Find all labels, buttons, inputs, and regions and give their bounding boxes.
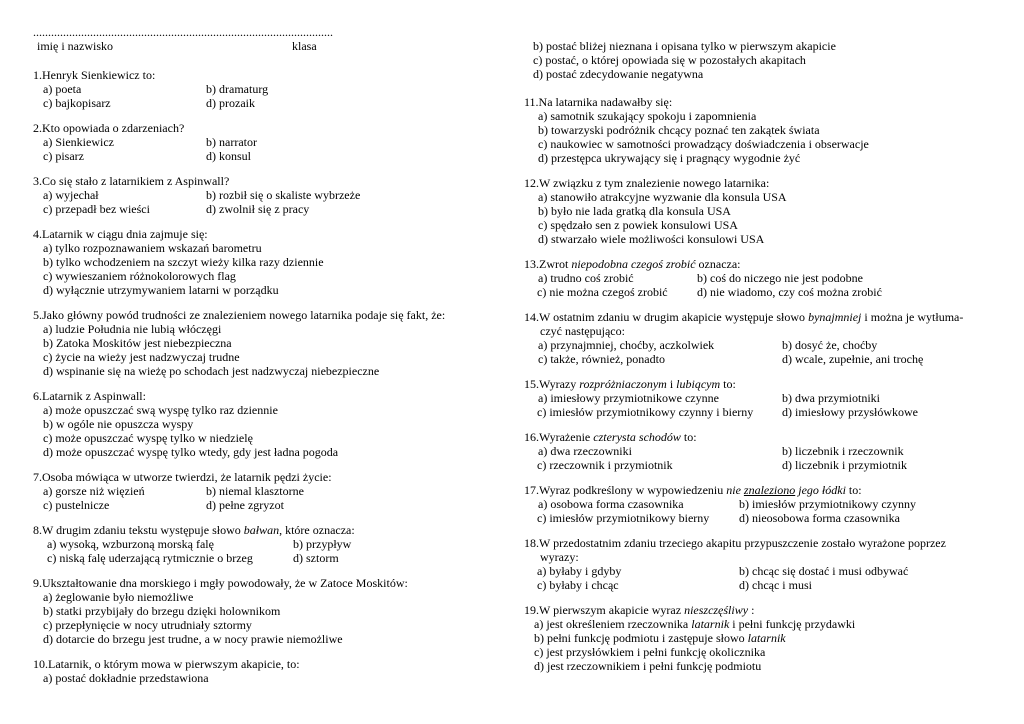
question-4 — [33, 227, 503, 297]
question-1-option-c: c) bajkopisarz — [43, 96, 111, 111]
question-3 — [33, 174, 503, 216]
question-15-prompt-term-1: rozpróżniaczonym — [579, 376, 667, 391]
question-14-prompt-line2: czyć następująco: — [540, 324, 625, 339]
class-label: klasa — [292, 39, 317, 54]
question-8-prompt-term: bałwan — [243, 522, 280, 537]
question-17-row-ab — [524, 497, 994, 511]
question-17-option-d: d) nieosobowa forma czasownika — [739, 510, 900, 525]
question-5 — [33, 308, 503, 378]
question-16-row-cd — [524, 458, 994, 472]
question-11-option-a: a) samotnik szukający spokoju i zapomnienia — [538, 109, 757, 124]
question-17-prompt-quote — [726, 483, 846, 497]
question-1-option-d: d) prozaik — [206, 96, 255, 111]
question-8 — [33, 523, 503, 565]
question-13-option-c: c) nie można czegoś zrobić — [537, 285, 668, 300]
question-2-option-d: d) konsul — [206, 149, 251, 164]
question-13-option-b: b) coś do niczego nie jest podobne — [697, 271, 863, 286]
question-14-prompt-text-end: i można je wytłuma- — [861, 309, 964, 324]
question-13-row-cd — [524, 285, 994, 299]
question-4-prompt: 4.Latarnik w ciągu dnia zajmuje się: — [33, 226, 208, 241]
question-18-option-a: a) byłaby i gdyby — [537, 563, 622, 578]
question-3-row-ab — [33, 188, 503, 202]
question-19 — [524, 603, 994, 673]
question-17-underlined-word: znaleziono — [743, 482, 796, 497]
question-9-option-c: c) przepłynięcie w nocy utrudniały sztormy — [43, 618, 252, 633]
question-16-prompt — [524, 430, 994, 444]
question-15-prompt-term-2: lubiącym — [676, 376, 721, 391]
question-12-option-b: b) było nie lada gratką dla konsula USA — [538, 204, 731, 219]
question-8-row-ab — [33, 537, 503, 551]
question-15-option-c: c) imiesłów przymiotnikowy czynny i bierny — [537, 405, 754, 420]
question-14-prompt — [524, 310, 994, 324]
question-16 — [524, 430, 994, 472]
question-1-row-ab — [33, 82, 503, 96]
question-1-option-a: a) poeta — [43, 82, 82, 97]
question-18-row-ab — [524, 564, 994, 578]
question-6 — [33, 389, 503, 459]
name-class-row — [33, 39, 503, 53]
question-10-option-c: c) postać, o której opowiada się w pozostałych akapitach — [533, 53, 806, 68]
question-4-option-a: a) tylko rozpoznawaniem wskazań barometru — [43, 240, 262, 255]
question-15 — [524, 377, 994, 419]
question-5-option-d: d) wspinanie się na wieżę po schodach jest nadzwyczaj niebezpieczne — [43, 364, 380, 379]
question-19-option-d: d) jest rzeczownikiem i pełni funkcję podmiotu — [534, 658, 762, 673]
question-12-option-d: d) stwarzało wiele możliwości konsulowi USA — [538, 232, 765, 247]
question-1-row-cd — [33, 96, 503, 110]
question-19-prompt-term: nieszczęśliwy — [684, 602, 749, 617]
question-17-option-c: c) imiesłów przymiotnikowy bierny — [537, 510, 710, 525]
question-5-prompt: 5.Jako główny powód trudności ze znalezieniem nowego latarnika podaje się fakt, że: — [33, 307, 446, 322]
question-18-row-cd — [524, 578, 994, 592]
question-15-row-ab — [524, 391, 994, 405]
question-10 — [33, 657, 503, 685]
question-3-row-cd — [33, 202, 503, 216]
question-19-prompt-text-end: : — [748, 602, 755, 617]
question-3-option-b: b) rozbił się o skaliste wybrzeże — [206, 188, 361, 203]
question-17-prompt — [524, 483, 994, 497]
name-label: imię i nazwisko — [37, 39, 113, 54]
question-19-option-b-term: latarnik — [747, 630, 786, 645]
question-19-option-a-term: latarnik — [691, 616, 730, 631]
question-2-row-cd — [33, 149, 503, 163]
question-7-option-d: d) pełne zgryzot — [206, 498, 284, 513]
question-17-prompt-text-end: to: — [845, 482, 862, 497]
question-9-option-a: a) żeglowanie było niemożliwe — [43, 589, 194, 604]
question-8-prompt-text-end: , które oznacza: — [279, 522, 355, 537]
left-column — [33, 25, 503, 685]
question-18-option-b: b) chcąc się dostać i musi odbywać — [739, 563, 909, 578]
question-18 — [524, 536, 994, 592]
question-16-option-a: a) dwa rzeczowniki — [538, 443, 632, 458]
question-2-option-b: b) narrator — [206, 135, 257, 150]
question-19-option-c: c) jest przysłówkiem i pełni funkcję okolicznika — [534, 644, 766, 659]
question-17-row-cd — [524, 511, 994, 525]
question-18-option-d: d) chcąc i musi — [739, 577, 812, 592]
question-1-option-b: b) dramaturg — [206, 82, 269, 97]
question-14-row-ab — [524, 338, 994, 352]
question-13-option-a: a) trudno coś zrobić — [538, 271, 634, 286]
question-13-prompt-term: niepodobna czegoś zrobić — [571, 257, 696, 272]
question-16-row-ab — [524, 444, 994, 458]
question-18-prompt: 18.W przedostatnim zdaniu trzeciego akapitu przypuszczenie zostało wyrażone poprzez — [524, 535, 946, 550]
question-4-option-d: d) wyłącznie utrzymywaniem latarni w porządku — [43, 283, 279, 298]
question-14-prompt-text: 14.W ostatnim zdaniu w drugim akapicie występuje słowo — [524, 309, 809, 324]
question-16-prompt-text: 16.Wyrażenie — [524, 429, 594, 444]
question-2-option-a: a) Sienkiewicz — [43, 135, 114, 150]
question-19-option-b — [524, 631, 994, 645]
question-15-option-a: a) imiesłowy przymiotnikowe czynne — [538, 391, 719, 406]
question-19-option-a — [524, 617, 994, 631]
question-16-option-c: c) rzeczownik i przymiotnik — [537, 458, 673, 472]
right-column — [524, 39, 994, 673]
question-11 — [524, 95, 994, 165]
question-9 — [33, 576, 503, 646]
question-6-prompt: 6.Latarnik z Aspinwall: — [33, 388, 146, 403]
question-1 — [33, 68, 503, 110]
question-15-option-d: d) imiesłowy przysłówkowe — [782, 405, 918, 420]
question-13-prompt — [524, 257, 994, 271]
question-11-prompt: 11.Na latarnika nadawałby się: — [524, 94, 673, 109]
question-15-prompt-text-mid: i — [666, 376, 677, 391]
question-16-prompt-term: czterysta schodów — [593, 429, 681, 444]
question-12-option-a: a) stanowiło atrakcyjne wyzwanie dla konsula USA — [538, 190, 787, 205]
question-15-row-cd — [524, 405, 994, 419]
question-8-option-c: c) niską falę uderzającą rytmicznie o brzeg — [47, 551, 253, 566]
question-16-option-d: d) liczebnik i przymiotnik — [782, 458, 907, 472]
question-7-row-ab — [33, 484, 503, 498]
question-9-option-b: b) statki przybijały do brzegu dzięki holownikom — [43, 603, 281, 618]
question-19-option-a-text-end: i pełni funkcję przydawki — [729, 616, 856, 631]
question-15-prompt-text: 15.Wyrazy — [524, 376, 580, 391]
question-19-prompt-text: 19.W pierwszym akapicie wyraz — [524, 602, 685, 617]
question-10-prompt: 10.Latarnik, o którym mowa w pierwszym akapicie, to: — [33, 656, 300, 671]
question-7 — [33, 470, 503, 512]
question-3-option-d: d) zwolnił się z pracy — [206, 202, 310, 217]
question-17-option-b: b) imiesłów przymiotnikowy czynny — [739, 496, 916, 511]
question-17-prompt-quote-end: jego łódki — [795, 482, 846, 497]
question-2-row-ab — [33, 135, 503, 149]
question-6-option-a: a) może opuszczać swą wyspę tylko raz dziennie — [43, 403, 278, 418]
question-7-option-b: b) niemal klasztorne — [206, 484, 304, 499]
question-5-option-c: c) życie na wieży jest nadzwyczaj trudne — [43, 350, 240, 365]
question-8-prompt — [33, 523, 503, 537]
question-13-option-d: d) nie wiadomo, czy coś można zrobić — [697, 285, 882, 300]
question-2-prompt: 2.Kto opowiada o zdarzeniach? — [33, 121, 185, 136]
question-18-prompt-line2: wyrazy: — [540, 549, 579, 564]
question-12-prompt: 12.W związku z tym znalezienie nowego latarnika: — [524, 176, 770, 191]
question-16-prompt-text-end: to: — [680, 429, 697, 444]
question-14-option-a: a) przynajmniej, choćby, aczkolwiek — [538, 338, 715, 353]
question-18-option-c: c) byłaby i chcąc — [537, 577, 619, 592]
question-13-prompt-text-end: oznacza: — [695, 257, 741, 272]
question-13-prompt-text: 13.Zwrot — [524, 257, 572, 272]
name-line-dots: .................................................................................................... — [33, 25, 333, 39]
question-15-prompt-text-end: to: — [720, 376, 736, 391]
question-8-option-b: b) przypływ — [293, 536, 352, 551]
question-13 — [524, 257, 994, 299]
question-15-option-b: b) dwa przymiotniki — [782, 391, 880, 406]
question-9-prompt: 9.Ukształtowanie dna morskiego i mgły powodowały, że w Zatoce Moskitów: — [33, 575, 408, 590]
question-17-prompt-quote-start: nie — [726, 482, 744, 497]
question-12-option-c: c) spędzało sen z powiek konsulowi USA — [538, 218, 738, 233]
question-5-option-b: b) Zatoka Moskitów jest niebezpieczna — [43, 336, 232, 351]
question-7-row-cd — [33, 498, 503, 512]
question-2-option-c: c) pisarz — [43, 149, 84, 164]
question-16-option-b: b) liczebnik i rzeczownik — [782, 443, 904, 458]
question-4-option-b: b) tylko wchodzeniem na szczyt wieży kilka razy dziennie — [43, 255, 324, 269]
question-3-option-a: a) wyjechał — [43, 188, 99, 203]
question-11-option-d: d) przestępca ukrywający się i pragnący wygodnie żyć — [538, 151, 801, 166]
question-4-option-c: c) wywieszaniem różnokolorowych flag — [43, 269, 236, 284]
question-1-prompt: 1.Henryk Sienkiewicz to: — [33, 68, 156, 83]
question-10-option-b: b) postać bliżej nieznana i opisana tylko w pierwszym akapicie — [533, 39, 836, 53]
question-19-prompt — [524, 603, 994, 617]
question-13-row-ab — [524, 271, 994, 285]
question-11-option-c: c) naukowiec w samotności prowadzący doświadczenia i obserwacje — [538, 137, 869, 152]
question-10-continued — [524, 39, 994, 81]
question-17 — [524, 483, 994, 525]
question-2 — [33, 121, 503, 163]
question-11-option-b: b) towarzyski podróżnik chcący poznać ten zakątek świata — [538, 123, 820, 138]
question-14-option-c: c) także, również, ponadto — [538, 352, 665, 367]
question-8-prompt-text: 8.W drugim zdaniu tekstu występuje słowo — [33, 522, 244, 537]
question-8-option-a: a) wysoką, wzburzoną morską falę — [47, 536, 214, 551]
question-7-prompt: 7.Osoba mówiąca w utworze twierdzi, że latarnik pędzi życie: — [33, 470, 332, 484]
question-7-option-c: c) pustelnicze — [43, 498, 110, 513]
question-19-option-a-text: a) jest określeniem rzeczownika — [534, 616, 692, 631]
question-17-prompt-text: 17.Wyraz podkreślony w wypowiedzeniu — [524, 482, 727, 497]
question-10-option-a: a) postać dokładnie przedstawiona — [43, 670, 209, 685]
question-12 — [524, 176, 994, 246]
question-6-option-c: c) może opuszczać wyspę tylko w niedzielę — [43, 431, 253, 446]
question-3-option-c: c) przepadł bez wieści — [43, 202, 150, 217]
question-15-prompt — [524, 377, 994, 391]
question-5-option-a: a) ludzie Południa nie lubią włóczęgi — [43, 321, 222, 336]
question-19-option-b-text: b) pełni funkcję podmiotu i zastępuje słowo — [534, 630, 748, 645]
question-9-option-d: d) dotarcie do brzegu jest trudne, a w nocy prawie niemożliwe — [43, 632, 343, 647]
question-17-option-a: a) osobowa forma czasownika — [538, 496, 684, 511]
question-10-option-d: d) postać zdecydowanie negatywna — [533, 67, 704, 82]
question-7-option-a: a) gorsze niż więzień — [43, 484, 145, 499]
question-14-row-cd — [524, 352, 994, 366]
question-6-option-d: d) może opuszczać wyspę tylko wtedy, gdy jest ładna pogoda — [43, 445, 339, 460]
question-14-prompt-term: bynajmniej — [808, 309, 862, 324]
question-6-option-b: b) w ogóle nie opuszcza wyspy — [43, 417, 194, 432]
question-14 — [524, 310, 994, 366]
question-8-option-d: d) sztorm — [293, 551, 339, 566]
question-14-option-b: b) dosyć że, choćby — [782, 338, 878, 353]
question-3-prompt: 3.Co się stało z latarnikiem z Aspinwall? — [33, 173, 230, 188]
question-8-row-cd — [33, 551, 503, 565]
question-14-option-d: d) wcale, zupełnie, ani trochę — [782, 352, 924, 367]
